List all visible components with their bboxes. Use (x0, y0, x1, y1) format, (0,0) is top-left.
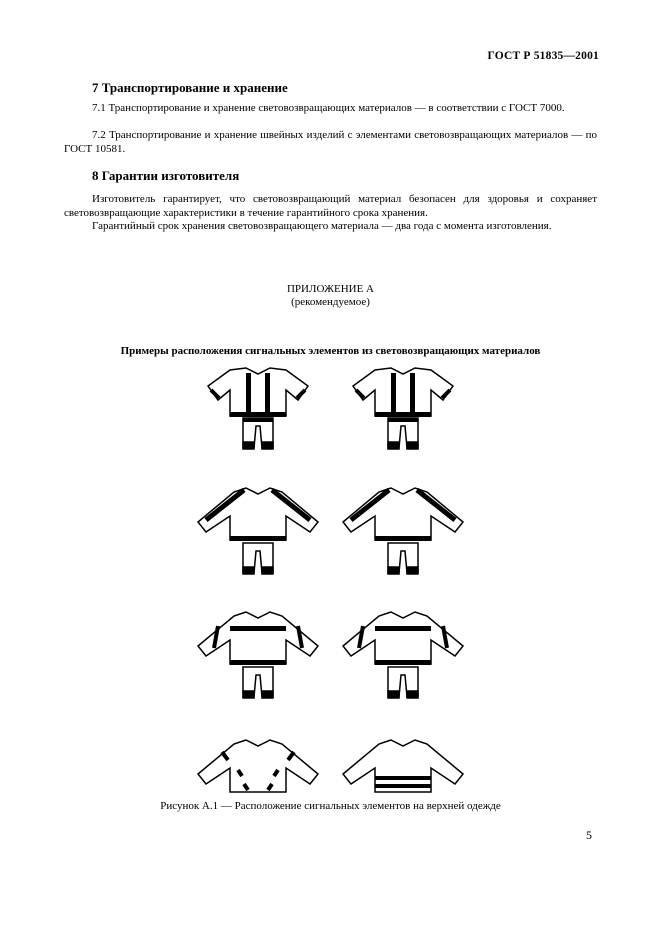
outfit-8 (343, 740, 463, 792)
section-8-paragraph-1-text: Изготовитель гарантирует, что световозвращающий материал безопасен для здоровья и сохраняет световозвращающие характеристики в течение гарантийного срока хранения. (64, 193, 597, 219)
appendix-title: Примеры расположения сигнальных элементов из световозвращающих материалов (120, 345, 541, 357)
appendix-label: ПРИЛОЖЕНИЕ А (286, 283, 374, 295)
section-7-paragraph-1-text: 7.1 Транспортирование и хранение световозвращающих материалов — в соответствии с ГОСТ 7000. (92, 102, 565, 114)
outfit-4 (343, 488, 463, 574)
page-number: 5 (586, 828, 592, 842)
figure-caption: Рисунок А.1 — Расположение сигнальных элементов на верхней одежде (160, 800, 501, 812)
outfit-7 (198, 740, 318, 792)
appendix-status: (рекомендуемое) (291, 296, 370, 308)
section-7-title: 7 Транспортирование и хранение (92, 80, 288, 95)
outfit-3 (198, 488, 318, 574)
outfit-5 (198, 612, 318, 698)
outfit-6 (343, 612, 463, 698)
outfit-2 (353, 368, 453, 449)
document-header: ГОСТ Р 51835—2001 (487, 50, 599, 62)
outfit-1 (208, 368, 308, 449)
section-7-paragraph-2-text: 7.2 Транспортирование и хранение швейных изделий с элементами световозвращающих материалов — по ГОСТ 10581. (64, 129, 597, 155)
section-8-title: 8 Гарантии изготовителя (92, 168, 240, 183)
section-8-paragraph-2-text: Гарантийный срок хранения световозвращающего материала — два года с момента изготовления. (92, 220, 552, 232)
